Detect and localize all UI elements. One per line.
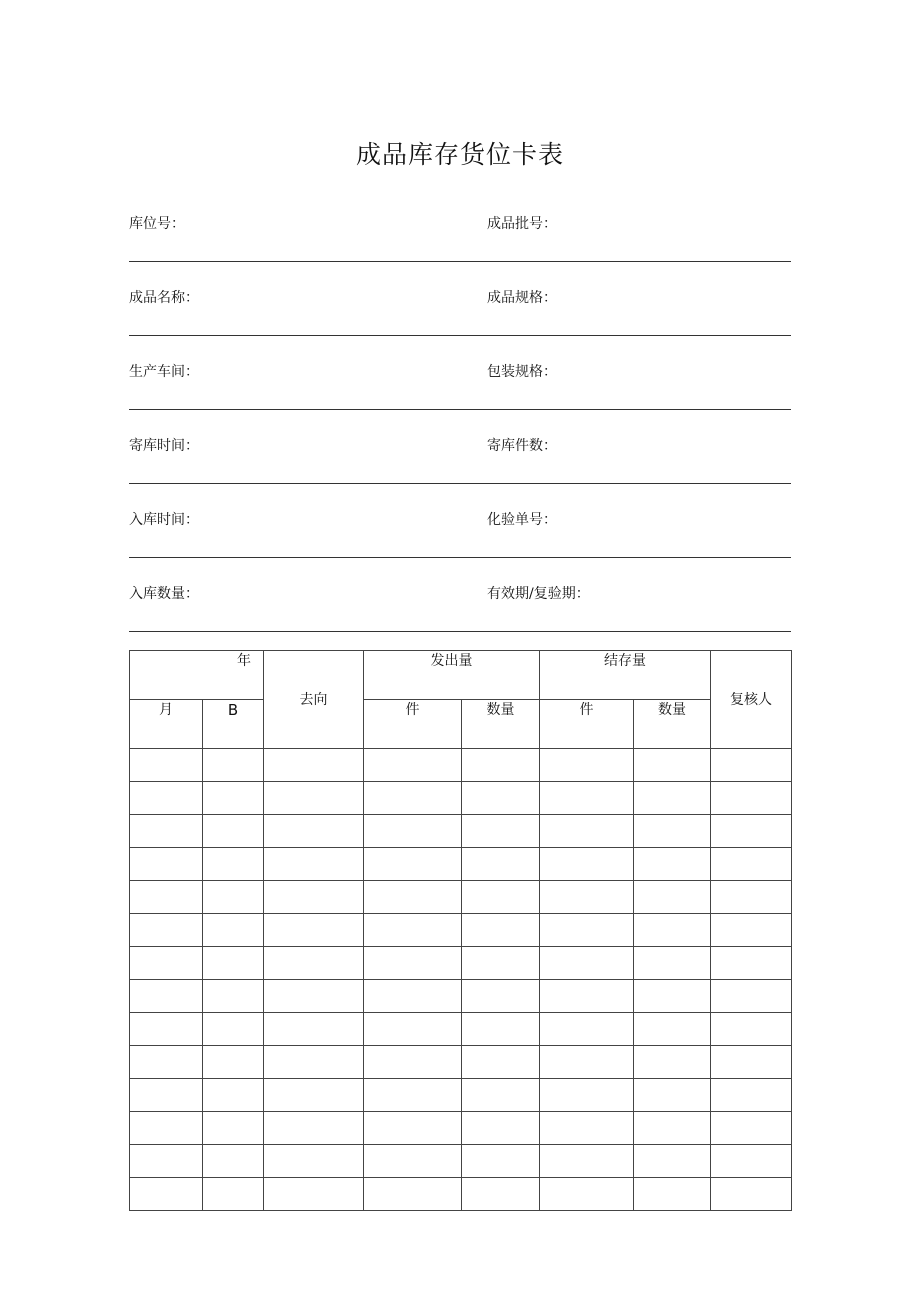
balance-header: 结存量 (540, 651, 711, 700)
reviewer-cell[interactable] (711, 980, 792, 1013)
balance-quantity-cell[interactable] (634, 1079, 711, 1112)
reviewer-cell[interactable] (711, 782, 792, 815)
balance-quantity-cell[interactable] (634, 1046, 711, 1079)
day-cell[interactable] (203, 881, 264, 914)
product-spec-label: 成品规格： (487, 290, 557, 306)
issued-quantity-cell[interactable] (462, 1046, 540, 1079)
issued-pieces-header: 件 (364, 700, 462, 749)
location-no-label: 库位号： (129, 216, 185, 232)
reviewer-cell[interactable] (711, 848, 792, 881)
ledger-table (129, 650, 792, 1211)
balance-pieces-header: 件 (540, 700, 634, 749)
balance-quantity-cell[interactable] (634, 980, 711, 1013)
issued-pieces-cell[interactable] (364, 1145, 462, 1178)
balance-pieces-cell[interactable] (540, 1112, 634, 1145)
batch-no-label: 成品批号： (487, 216, 557, 232)
table-row (130, 1046, 792, 1079)
balance-quantity-cell[interactable] (634, 1178, 711, 1211)
reviewer-cell[interactable] (711, 1112, 792, 1145)
balance-quantity-cell[interactable] (634, 782, 711, 815)
balance-pieces-cell[interactable] (540, 1079, 634, 1112)
balance-pieces-cell[interactable] (540, 947, 634, 980)
header-row-2 (130, 700, 792, 749)
expiry-retest-label: 有效期/复验期： (487, 586, 590, 602)
form-fields (129, 188, 791, 632)
table-row (130, 980, 792, 1013)
issued-quantity-cell[interactable] (462, 914, 540, 947)
destination-cell[interactable] (264, 881, 364, 914)
month-cell[interactable] (130, 749, 203, 782)
issued-pieces-cell[interactable] (364, 848, 462, 881)
month-cell[interactable] (130, 782, 203, 815)
issued-pieces-cell[interactable] (364, 1046, 462, 1079)
issued-pieces-cell[interactable] (364, 881, 462, 914)
issued-quantity-header: 数量 (462, 700, 540, 749)
month-cell[interactable] (130, 1112, 203, 1145)
month-cell[interactable] (130, 947, 203, 980)
reviewer-cell[interactable] (711, 947, 792, 980)
day-cell[interactable] (203, 848, 264, 881)
balance-pieces-cell[interactable] (540, 881, 634, 914)
table-row (130, 1112, 792, 1145)
field-row (129, 410, 791, 484)
lab-report-no-label: 化验单号： (487, 512, 557, 528)
table-row (130, 782, 792, 815)
issued-quantity-cell[interactable] (462, 947, 540, 980)
issued-pieces-cell[interactable] (364, 782, 462, 815)
month-cell[interactable] (130, 1079, 203, 1112)
issued-pieces-cell[interactable] (364, 1112, 462, 1145)
reviewer-cell[interactable] (711, 1079, 792, 1112)
issued-quantity-cell[interactable] (462, 1145, 540, 1178)
balance-pieces-cell[interactable] (540, 1178, 634, 1211)
field-row (129, 484, 791, 558)
month-cell[interactable] (130, 1046, 203, 1079)
issued-quantity-cell[interactable] (462, 1013, 540, 1046)
reviewer-cell[interactable] (711, 1046, 792, 1079)
issued-quantity-cell[interactable] (462, 815, 540, 848)
issued-quantity-cell[interactable] (462, 1178, 540, 1211)
product-name-label: 成品名称： (129, 290, 199, 306)
destination-cell[interactable] (264, 848, 364, 881)
day-cell[interactable] (203, 1145, 264, 1178)
day-cell[interactable] (203, 1046, 264, 1079)
reviewer-cell[interactable] (711, 1145, 792, 1178)
issued-pieces-cell[interactable] (364, 815, 462, 848)
destination-cell[interactable] (264, 782, 364, 815)
reviewer-cell[interactable] (711, 1013, 792, 1046)
destination-cell[interactable] (264, 980, 364, 1013)
month-cell[interactable] (130, 1178, 203, 1211)
inbound-quantity-label: 入库数量： (129, 586, 199, 602)
month-cell[interactable] (130, 980, 203, 1013)
balance-pieces-cell[interactable] (540, 1046, 634, 1079)
reviewer-cell[interactable] (711, 815, 792, 848)
issued-quantity-cell[interactable] (462, 980, 540, 1013)
balance-pieces-cell[interactable] (540, 1145, 634, 1178)
table-row (130, 881, 792, 914)
month-cell[interactable] (130, 848, 203, 881)
destination-cell[interactable] (264, 1178, 364, 1211)
balance-quantity-cell[interactable] (634, 848, 711, 881)
packaging-spec-label: 包装规格： (487, 364, 557, 380)
balance-quantity-cell[interactable] (634, 947, 711, 980)
issued-pieces-cell[interactable] (364, 749, 462, 782)
day-cell[interactable] (203, 947, 264, 980)
balance-quantity-cell[interactable] (634, 749, 711, 782)
form-title: 成品库存货位卡表 (355, 140, 564, 169)
destination-cell[interactable] (264, 1046, 364, 1079)
issued-pieces-cell[interactable] (364, 1079, 462, 1112)
balance-pieces-cell[interactable] (540, 815, 634, 848)
workshop-label: 生产车间： (129, 364, 199, 380)
issued-pieces-cell[interactable] (364, 980, 462, 1013)
balance-quantity-cell[interactable] (634, 914, 711, 947)
destination-cell[interactable] (264, 1112, 364, 1145)
balance-quantity-cell[interactable] (634, 815, 711, 848)
table-row (130, 1013, 792, 1046)
consign-time-label: 寄库时间： (129, 438, 199, 454)
table-row (130, 848, 792, 881)
issued-quantity-cell[interactable] (462, 1079, 540, 1112)
day-cell[interactable] (203, 1112, 264, 1145)
balance-pieces-cell[interactable] (540, 749, 634, 782)
balance-pieces-cell[interactable] (540, 980, 634, 1013)
day-cell[interactable] (203, 1079, 264, 1112)
issued-quantity-cell[interactable] (462, 749, 540, 782)
balance-pieces-cell[interactable] (540, 782, 634, 815)
day-cell[interactable] (203, 749, 264, 782)
field-row (129, 558, 791, 632)
issued-pieces-cell[interactable] (364, 1013, 462, 1046)
inbound-time-label: 入库时间： (129, 512, 199, 528)
issued-quantity-cell[interactable] (462, 782, 540, 815)
destination-cell[interactable] (264, 815, 364, 848)
balance-quantity-header: 数量 (634, 700, 711, 749)
balance-quantity-cell[interactable] (634, 1112, 711, 1145)
day-cell[interactable] (203, 1013, 264, 1046)
year-header: 年 (130, 651, 264, 700)
balance-pieces-cell[interactable] (540, 914, 634, 947)
issued-pieces-cell[interactable] (364, 914, 462, 947)
issued-quantity-cell[interactable] (462, 848, 540, 881)
destination-cell[interactable] (264, 1013, 364, 1046)
balance-quantity-cell[interactable] (634, 881, 711, 914)
consign-pieces-label: 寄库件数： (487, 438, 557, 454)
field-row (129, 336, 791, 410)
header-row-1 (130, 651, 792, 700)
day-cell[interactable] (203, 1178, 264, 1211)
day-cell[interactable] (203, 914, 264, 947)
reviewer-header: 复核人 (711, 651, 792, 749)
table-row (130, 914, 792, 947)
month-cell[interactable] (130, 1013, 203, 1046)
month-cell[interactable] (130, 914, 203, 947)
destination-cell[interactable] (264, 914, 364, 947)
ledger-body (130, 749, 792, 1211)
day-cell[interactable] (203, 782, 264, 815)
field-row (129, 188, 791, 262)
balance-pieces-cell[interactable] (540, 1013, 634, 1046)
reviewer-cell[interactable] (711, 914, 792, 947)
month-cell[interactable] (130, 815, 203, 848)
issued-pieces-cell[interactable] (364, 1178, 462, 1211)
destination-header: 去向 (264, 651, 364, 749)
reviewer-cell[interactable] (711, 1178, 792, 1211)
month-header: 月 (130, 700, 203, 749)
destination-cell[interactable] (264, 947, 364, 980)
table-row (130, 749, 792, 782)
day-cell[interactable] (203, 815, 264, 848)
month-cell[interactable] (130, 1145, 203, 1178)
issued-header: 发出量 (364, 651, 540, 700)
day-cell[interactable] (203, 980, 264, 1013)
destination-cell[interactable] (264, 1145, 364, 1178)
month-cell[interactable] (130, 881, 203, 914)
balance-quantity-cell[interactable] (634, 1145, 711, 1178)
field-row (129, 262, 791, 336)
table-row (130, 947, 792, 980)
issued-pieces-cell[interactable] (364, 947, 462, 980)
destination-cell[interactable] (264, 749, 364, 782)
destination-cell[interactable] (264, 1079, 364, 1112)
table-row (130, 1178, 792, 1211)
balance-pieces-cell[interactable] (540, 848, 634, 881)
reviewer-cell[interactable] (711, 749, 792, 782)
balance-quantity-cell[interactable] (634, 1013, 711, 1046)
table-row (130, 815, 792, 848)
table-row (130, 1145, 792, 1178)
issued-quantity-cell[interactable] (462, 881, 540, 914)
issued-quantity-cell[interactable] (462, 1112, 540, 1145)
reviewer-cell[interactable] (711, 881, 792, 914)
table-row (130, 1079, 792, 1112)
day-header: B (203, 700, 264, 749)
